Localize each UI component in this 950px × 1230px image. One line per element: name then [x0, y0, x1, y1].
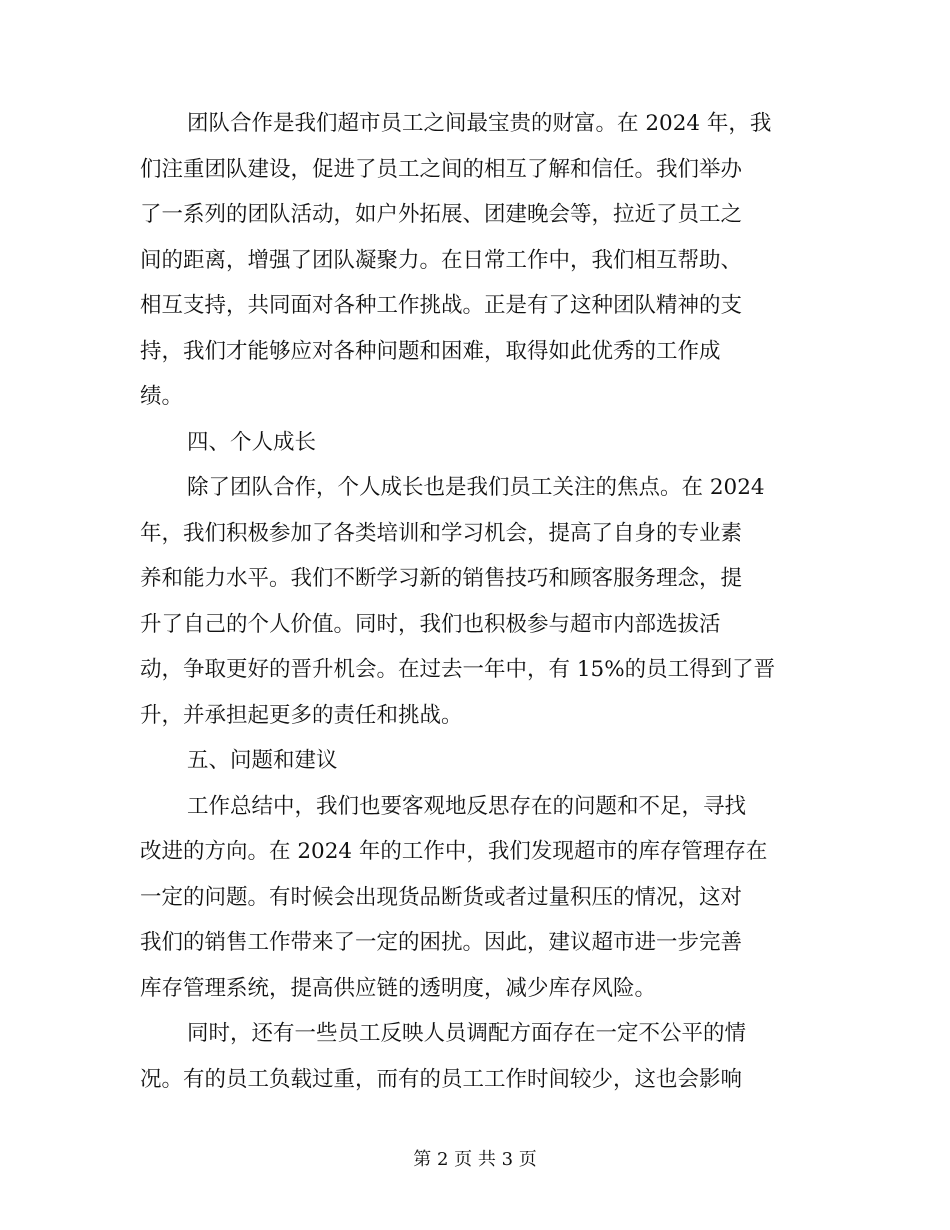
text-line: 持，我们才能够应对各种问题和困难，取得如此优秀的工作成 [140, 338, 721, 364]
text-line: 工作总结中，我们也要客观地反思存在的问题和不足，寻找 [187, 793, 747, 819]
text-line: 升了自己的个人价值。同时，我们也积极参与超市内部选拔活 [140, 611, 721, 637]
text-line: 团队合作是我们超市员工之间最宝贵的财富。在 2024 年，我 [187, 111, 772, 136]
text-line: 年，我们积极参加了各类培训和学习机会，提高了自身的专业素 [140, 520, 743, 546]
text-line: 养和能力水平。我们不断学习新的销售技巧和顾客服务理念，提 [140, 566, 743, 591]
body-text [140, 101, 812, 1102]
text-line: 改进的方向。在 2024 年的工作中，我们发现超市的库存管理存在 [140, 839, 768, 864]
text-line: 相互支持，共同面对各种工作挑战。正是有了这种团队精神的支 [140, 293, 743, 318]
text-line: 间的距离，增强了团队凝聚力。在日常工作中，我们相互帮助、 [140, 247, 743, 273]
text-line: 我们的销售工作带来了一定的困扰。因此，建议超市进一步完善 [140, 930, 743, 955]
text-line: 动，争取更好的晋升机会。在过去一年中，有 15%的员工得到了晋 [140, 657, 776, 682]
text-line: 们注重团队建设，促进了员工之间的相互了解和信任。我们举办 [140, 156, 743, 182]
text-line: 况。有的员工负载过重，而有的员工工作时间较少，这也会影响 [140, 1066, 743, 1092]
page-number-footer: 第 2 页 共 3 页 [413, 1149, 537, 1170]
text-line: 除了团队合作，个人成长也是我们员工关注的焦点。在 2024 [187, 475, 765, 500]
text-line: 了一系列的团队活动，如户外拓展、团建晚会等，拉近了员工之 [140, 202, 743, 227]
text-line: 库存管理系统，提高供应链的透明度，减少库存风险。 [140, 975, 657, 1001]
text-line: 同时，还有一些员工反映人员调配方面存在一定不公平的情 [187, 1021, 747, 1046]
text-line: 绩。 [140, 384, 184, 409]
text-line: 升，并承担起更多的责任和挑战。 [140, 702, 463, 728]
text-line: 一定的问题。有时候会出现货品断货或者过量积压的情况，这对 [140, 884, 743, 910]
section-heading: 五、问题和建议 [187, 748, 338, 773]
section-heading: 四、个人成长 [187, 429, 317, 455]
